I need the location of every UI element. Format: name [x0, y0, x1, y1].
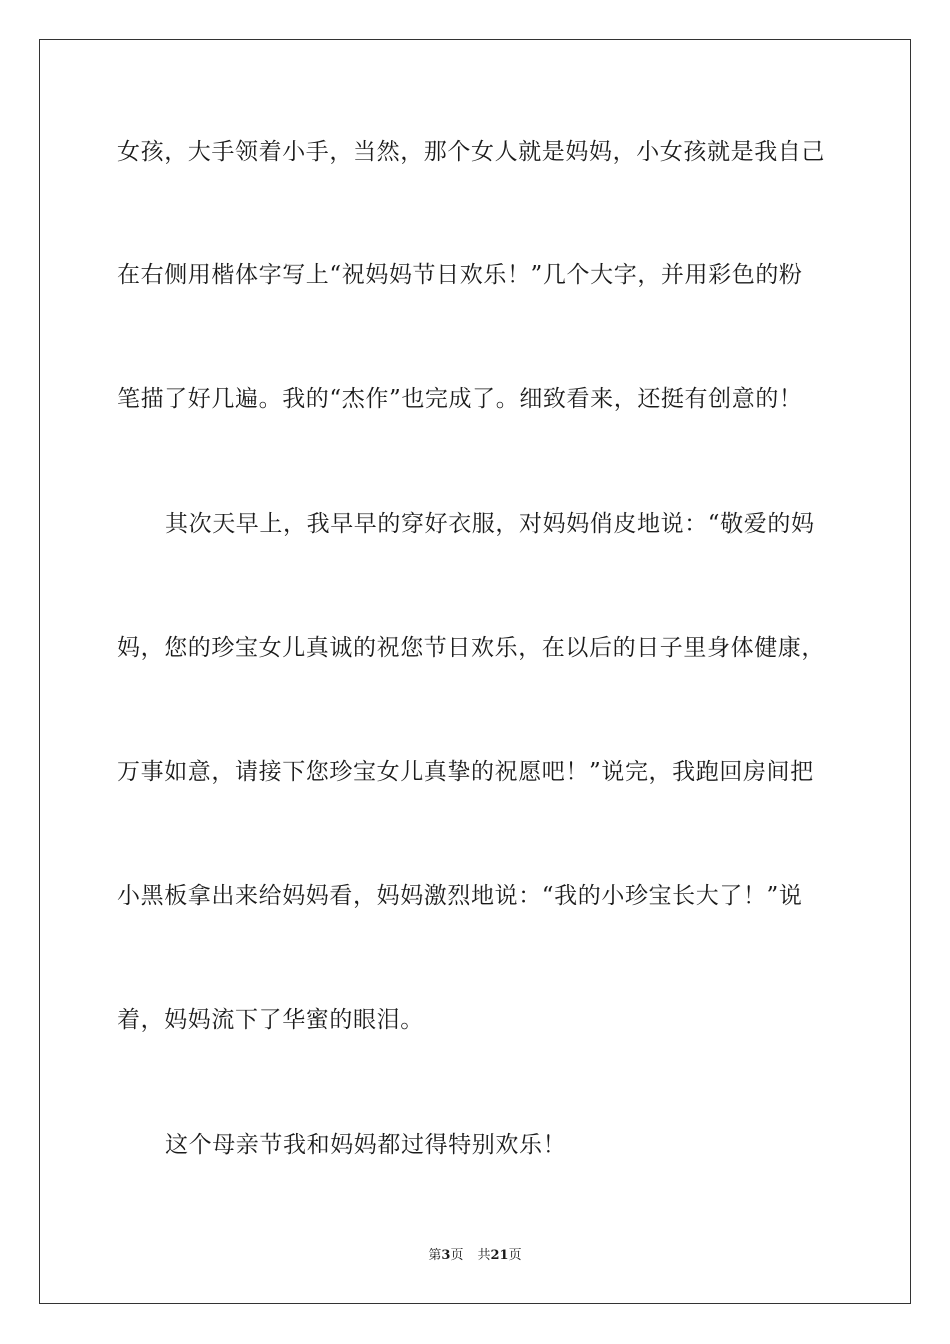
total-suffix: 页 [508, 1248, 522, 1263]
page-border [39, 39, 911, 1304]
paragraph-line-3: 笔描了好几遍。我的“杰作”也完成了。细致看来，还挺有创意的！ [117, 386, 803, 412]
total-prefix: 共 [477, 1248, 491, 1263]
paragraph-line-7: 小黑板拿出来给妈妈看，妈妈激烈地说：“我的小珍宝长大了！”说 [117, 883, 803, 909]
paragraph-line-4: 其次天早上，我早早的穿好衣服，对妈妈俏皮地说：“敬爱的妈 [165, 511, 815, 537]
paragraph-line-8: 着，妈妈流下了华蜜的眼泪。 [117, 1007, 424, 1033]
paragraph-line-1: 女孩，大手领着小手，当然，那个女人就是妈妈，小女孩就是我自己 [117, 139, 825, 165]
paragraph-line-9: 这个母亲节我和妈妈都过得特别欢乐！ [165, 1132, 567, 1158]
paragraph-line-5: 妈，您的珍宝女儿真诚的祝您节日欢乐，在以后的日子里身体健康， [117, 635, 825, 661]
total-pages: 21 [490, 1248, 509, 1263]
page-prefix: 第 [428, 1248, 442, 1263]
paragraph-line-6: 万事如意，请接下您珍宝女儿真挚的祝愿吧！”说完，我跑回房间把 [117, 759, 814, 785]
page-footer [0, 1247, 950, 1265]
paragraph-line-2: 在右侧用楷体字写上“祝妈妈节日欢乐！”几个大字，并用彩色的粉 [117, 262, 803, 288]
page-number: 3 [441, 1248, 451, 1263]
page-suffix: 页 [450, 1248, 464, 1263]
